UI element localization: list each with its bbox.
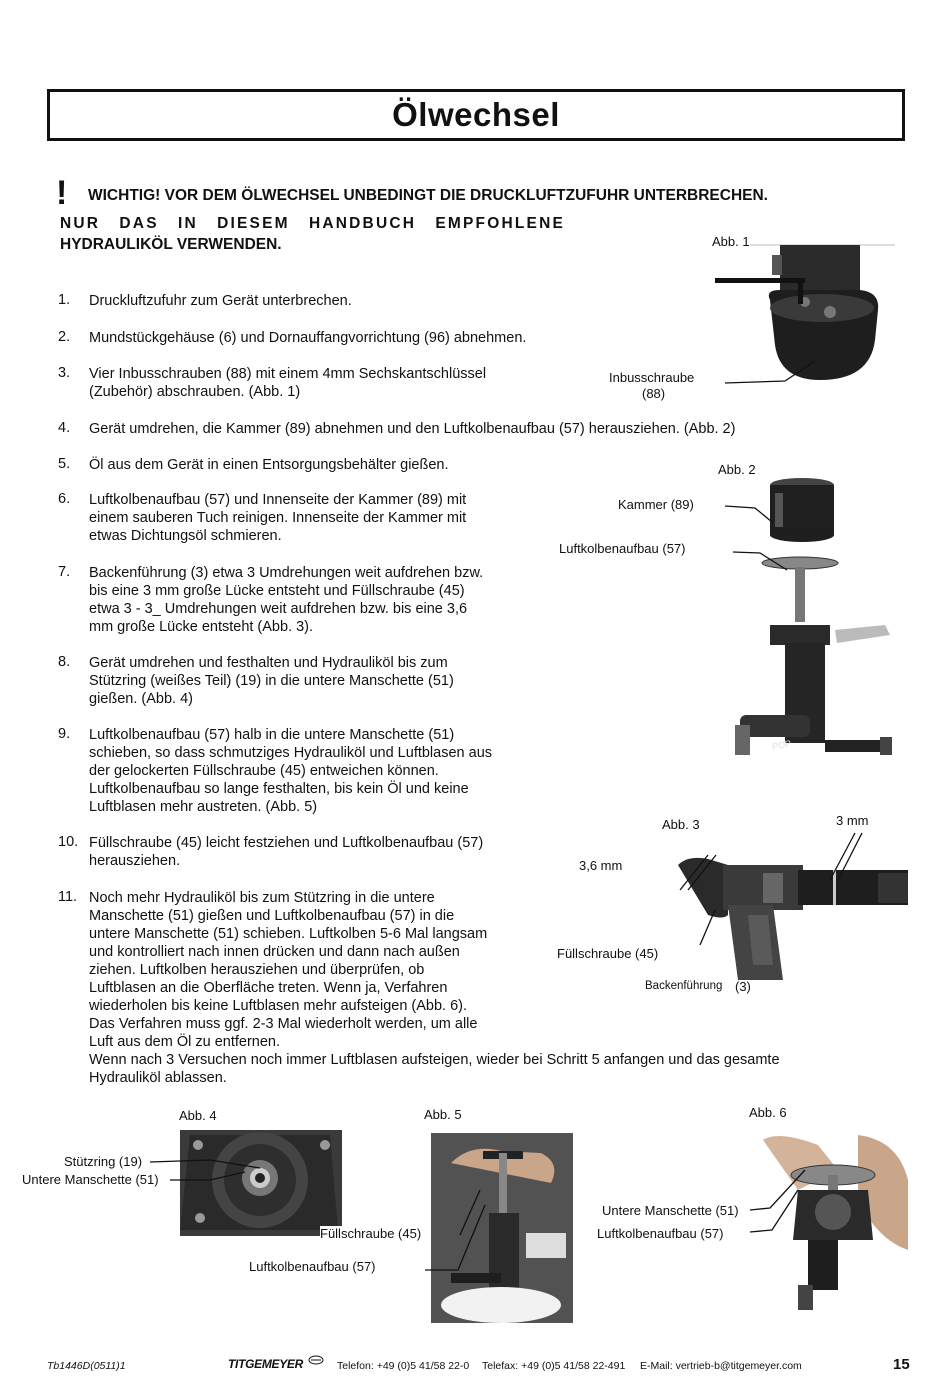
abb2-luftkolben-label: Luftkolbenaufbau (57) xyxy=(559,541,686,556)
step-text-line: wiederholen bis keine Luftblasen mehr aufsteigen (Abb. 6). xyxy=(89,998,468,1014)
step-text-line: einem sauberen Tuch reinigen. Innenseite der Kammer mit xyxy=(89,510,467,526)
abb3-backen-label: Backenführung xyxy=(645,980,723,992)
step-number: 1. xyxy=(58,292,71,308)
step-number: 9. xyxy=(58,726,71,742)
step-number: 10. xyxy=(58,834,79,850)
warning-line-3: HYDRAULIKÖL VERWENDEN. xyxy=(60,236,282,253)
abb1-callout: Inbusschraube xyxy=(609,370,695,385)
abb3-leaders xyxy=(660,825,880,945)
footer-fax: Telefax: +49 (0)5 41/58 22-491 xyxy=(482,1360,626,1372)
step-text-line: Luftkolbenaufbau so lange festhalten, bis kein Öl und keine xyxy=(89,781,469,797)
abb3-gap-3mm: 3 mm xyxy=(836,813,869,828)
abb4-label: Abb. 4 xyxy=(179,1108,217,1123)
abb5-leaders xyxy=(420,1180,520,1280)
footer-doc-number: Tb1446D(0511)1 xyxy=(47,1360,126,1372)
footer-brand-logo: TITGEMEYER xyxy=(228,1357,304,1371)
abb6-leaders xyxy=(750,1160,820,1250)
step-text-line: Druckluftzufuhr zum Gerät unterbrechen. xyxy=(89,293,352,309)
abb1-leader xyxy=(725,355,825,395)
step-text-line: Öl aus dem Gerät in einen Entsorgungsbehälter gießen. xyxy=(89,457,449,473)
step-text-line: gießen. (Abb. 4) xyxy=(89,691,193,707)
step-text-line: Gerät umdrehen, die Kammer (89) abnehmen und den Luftkolbenaufbau (57) herausziehen. (Abb. 2) xyxy=(89,421,736,437)
abb3-backen-num: (3) xyxy=(735,979,751,994)
step-number: 7. xyxy=(58,564,71,580)
brand-emblem-icon xyxy=(308,1355,324,1365)
step-text-line: Hydrauliköl ablassen. xyxy=(89,1070,227,1086)
abb2-leaders xyxy=(725,500,805,580)
abb6-manschette-label: Untere Manschette (51) xyxy=(602,1203,739,1218)
step-text-line: schieben, so dass schmutziges Hydrauliköl und Luftblasen aus xyxy=(89,745,493,761)
step-text-line: Luftblasen mehr austreten. (Abb. 5) xyxy=(89,799,318,815)
step-number: 5. xyxy=(58,456,71,472)
abb2-kammer-label: Kammer (89) xyxy=(618,497,694,512)
step-number: 11. xyxy=(58,889,78,905)
footer-phone: Telefon: +49 (0)5 41/58 22-0 xyxy=(337,1360,470,1372)
step-text-line: Noch mehr Hydrauliköl bis zum Stützring in die untere xyxy=(89,890,435,906)
warning-line-2: NUR DAS IN DIESEM HANDBUCH EMPFOHLENE xyxy=(60,215,565,232)
step-text-line: Luftkolbenaufbau (57) halb in die untere Manschette (51) xyxy=(89,727,455,743)
warning-line-1: WICHTIG! VOR DEM ÖLWECHSEL UNBEDINGT DIE DRUCKLUFTZUFUHR UNTERBRECHEN. xyxy=(88,187,768,204)
abb6-luftkolben-label: Luftkolbenaufbau (57) xyxy=(597,1226,724,1241)
abb4-stuetz-label: Stützring (19) xyxy=(64,1154,143,1169)
step-text-line: (Zubehör) abschrauben. (Abb. 1) xyxy=(89,384,301,400)
step-text-line: Mundstückgehäuse (6) und Dornauffangvorrichtung (96) abnehmen. xyxy=(89,330,527,346)
step-text-line: Das Verfahren muss ggf. 2-3 Mal wiederholt werden, um alle xyxy=(89,1016,478,1032)
step-text-line: Luftkolbenaufbau (57) und Innenseite der Kammer (89) mit xyxy=(89,492,467,508)
abb3-fuell-label: Füllschraube (45) xyxy=(557,946,659,961)
abb6-label: Abb. 6 xyxy=(749,1105,787,1120)
step-number: 3. xyxy=(58,365,71,381)
step-text-line: Backenführung (3) etwa 3 Umdrehungen weit aufdrehen bzw. xyxy=(89,565,484,581)
step-text-line: Manschette (51) gießen und Luftkolbenaufbau (57) in die xyxy=(89,908,455,924)
abb4-leaders xyxy=(150,1150,290,1210)
svg-text:POP: POP xyxy=(771,738,793,752)
abb1-callout-num: (88) xyxy=(642,386,666,401)
step-text-line: Stützring (weißes Teil) (19) in die untere Manschette (51) xyxy=(89,673,454,689)
abb1-label: Abb. 1 xyxy=(712,234,750,249)
abb5-fuell-label: Füllschraube (45) xyxy=(320,1226,422,1241)
step-text-line: ziehen. Luftkolben herausziehen und überprüfen, ob xyxy=(89,962,425,978)
step-text-line: Luft aus dem Öl zu entfernen. xyxy=(89,1034,281,1050)
step-number: 8. xyxy=(58,654,71,670)
step-text-line: untere Manschette (51) schieben. Luftkolben 5-6 Mal langsam xyxy=(89,926,488,942)
step-text-line: Füllschraube (45) leicht festziehen und Luftkolbenaufbau (57) xyxy=(89,835,484,851)
step-number: 6. xyxy=(58,491,71,507)
step-text-line: herausziehen. xyxy=(89,853,181,869)
step-text-line: etwa 3 - 3_ Umdrehungen weit aufdrehen bzw. bis eine 3,6 xyxy=(89,601,468,617)
step-text-line: mm große Lücke entsteht (Abb. 3). xyxy=(89,619,314,635)
step-number: 4. xyxy=(58,420,71,436)
step-number: 2. xyxy=(58,329,71,345)
footer-email[interactable]: E-Mail: vertrieb-b@titgemeyer.com xyxy=(640,1360,802,1372)
step-text-line: der gelockerten Füllschraube (45) entweichen können. xyxy=(89,763,439,779)
abb4-luftkolben-label: Luftkolbenaufbau (57) xyxy=(249,1259,376,1274)
step-text-line: Luftblasen an die Oberfläche treten. Wenn ja, Verfahren xyxy=(89,980,448,996)
title-box xyxy=(47,89,905,141)
warning-exclamation: ! xyxy=(56,174,68,212)
step-text-line: Wenn nach 3 Versuchen noch immer Luftblasen aufsteigen, wieder bei Schritt 5 anfangen und das gesamte xyxy=(89,1052,780,1068)
abb5-label: Abb. 5 xyxy=(424,1107,462,1122)
step-text-line: Vier Inbusschrauben (88) mit einem 4mm Sechskantschlüssel xyxy=(89,366,487,382)
abb3-gap-36mm: 3,6 mm xyxy=(579,858,623,873)
page-number: 15 xyxy=(893,1356,910,1373)
abb4-manschette-label: Untere Manschette (51) xyxy=(22,1172,159,1187)
step-text-line: und kontrolliert nach innen drücken und dann nach außen xyxy=(89,944,460,960)
abb3-label: Abb. 3 xyxy=(662,817,700,832)
step-text-line: Gerät umdrehen und festhalten und Hydrauliköl bis zum xyxy=(89,655,448,671)
page-title: Ölwechsel xyxy=(392,96,560,133)
abb2-label: Abb. 2 xyxy=(718,462,756,477)
step-text-line: etwas Dichtungsöl schmieren. xyxy=(89,528,282,544)
step-text-line: bis eine 3 mm große Lücke entsteht und Füllschraube (45) xyxy=(89,583,465,599)
